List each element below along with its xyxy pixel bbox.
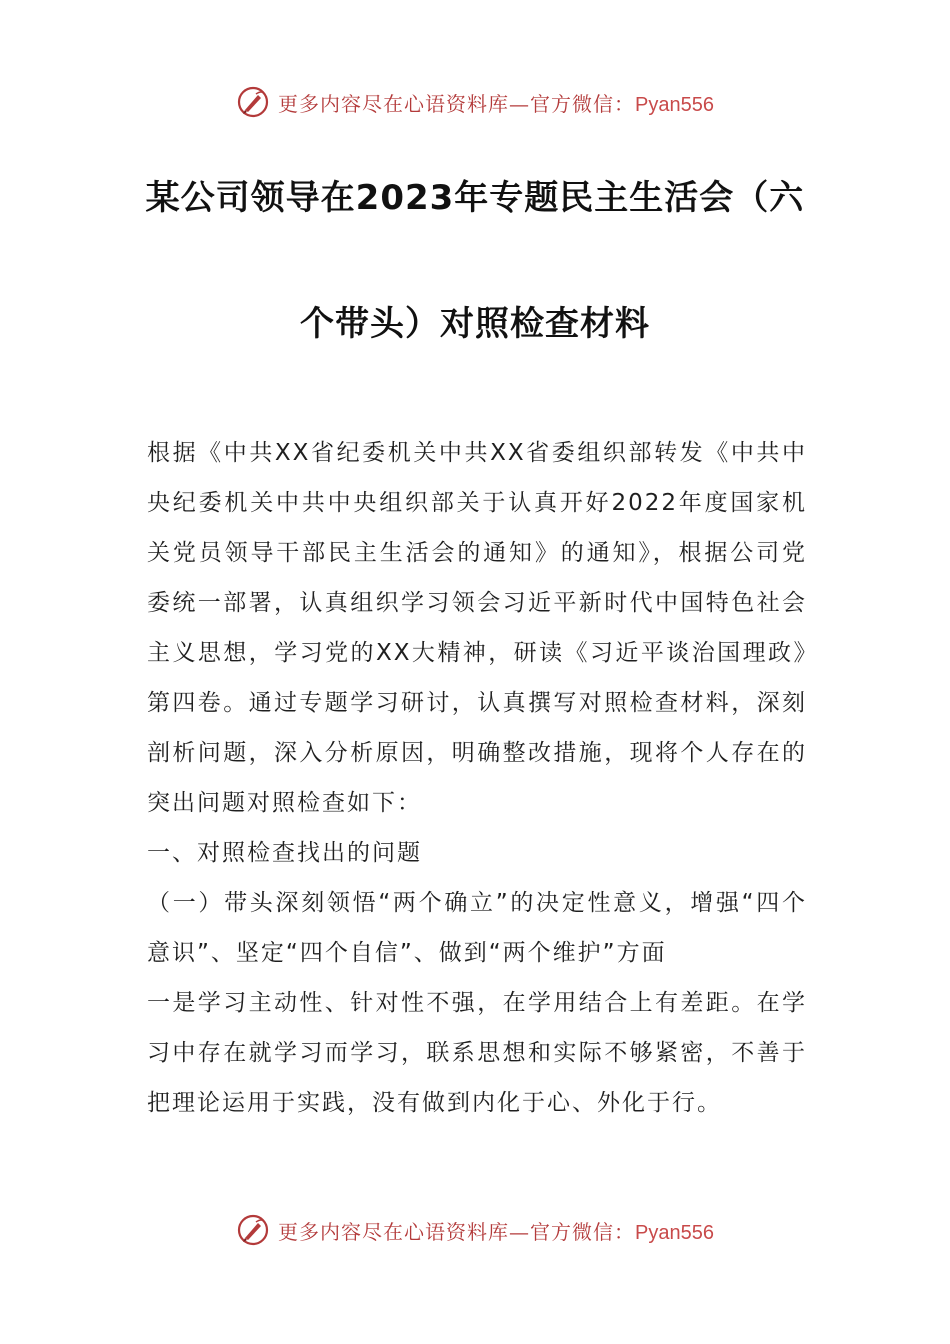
watermark-wechat-id: Pyan556 [635,1221,714,1244]
pen-brush-logo-icon [236,85,270,119]
header-watermark [0,82,950,122]
footer-watermark [0,1210,950,1250]
watermark-text: 更多内容尽在心语资料库—官方微信：Pyan556 [278,91,714,116]
document-title-line-1: 某公司领导在2023年专题民主生活会（六 [145,178,805,218]
pen-brush-logo-icon [236,1213,270,1247]
document-title-line-2: 个带头）对照检查材料 [300,304,650,344]
section-heading: 一、对照检查找出的问题 [147,840,422,866]
subsection-heading: （一）带头深刻领悟“两个确立”的决定性意义，增强“四个意识”、坚定“四个自信”、做到“两个维护”方面 [147,890,807,966]
point-paragraph: 一是学习主动性、针对性不强，在学用结合上有差距。在学习中存在就学习而学习，联系思想和实际不够紧密，不善于把理论运用于实践，没有做到内化于心、外化于行。 [147,990,807,1116]
document-body [147,428,807,1128]
watermark-wechat-id: Pyan556 [635,93,714,116]
watermark-text: 更多内容尽在心语资料库—官方微信：Pyan556 [278,1219,714,1244]
intro-paragraph: 根据《中共XX省纪委机关中共XX省委组织部转发《中共中央纪委机关中共中央组织部关于认真开好2022年度国家机关党员领导干部民主生活会的通知》的通知》，根据公司党委统一部署，认真组织学习领会习近平新时代中国特色社会主义思想，学习党的XX大精神，研读《习近平谈治国理政》第四卷。通过专题学习研讨，认真撰写对照检查材料，深刻剖析问题，深入分析原因，明确整改措施，现将个人存在的突出问题对照检查如下： [147,440,807,816]
